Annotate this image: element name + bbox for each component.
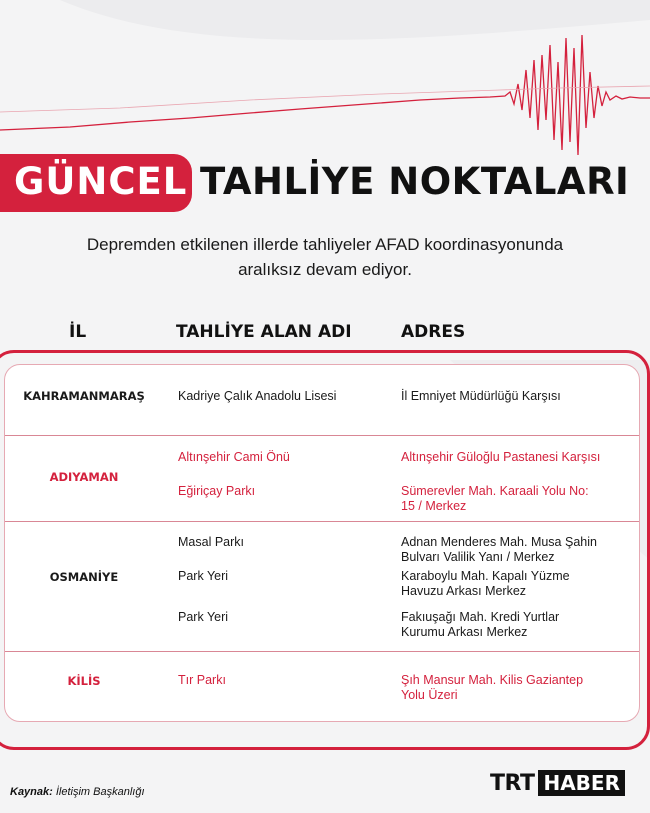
row-separator — [5, 521, 639, 522]
site-address-line: Havuzu Arkası Merkez — [401, 584, 527, 598]
site-name: Park Yeri — [178, 610, 229, 624]
site-name: Eğiriçay Parkı — [178, 484, 256, 498]
subtitle-line-1: Depremden etkilenen illerde tahliyeler AFAD koordinasyonunda — [86, 235, 564, 254]
site-name: Altınşehir Cami Önü — [178, 450, 290, 464]
logo-haber-text: HABER — [538, 770, 625, 796]
site-address-line: Kurumu Arkası Merkez — [401, 625, 528, 639]
subtitle-line-2: aralıksız devam ediyor. — [238, 260, 412, 279]
site-address-line: Yolu Üzeri — [401, 688, 458, 702]
site-address — [401, 569, 570, 599]
source-label: Kaynak: — [10, 786, 53, 798]
site-name: Kadriye Çalık Anadolu Lisesi — [178, 389, 337, 403]
site-address-line: Şıh Mansur Mah. Kilis Gaziantep — [401, 673, 584, 687]
site-address-line: Bulvarı Valilik Yanı / Merkez — [401, 550, 555, 564]
site-address — [401, 450, 600, 465]
table-headers — [0, 322, 650, 346]
row-separator — [5, 435, 639, 436]
site-address-line: 15 / Merkez — [401, 499, 467, 513]
site-address — [401, 484, 589, 514]
site-address-line: Sümerevler Mah. Karaali Yolu No: — [401, 484, 589, 498]
trt-haber-logo — [490, 770, 625, 796]
title-badge-text: GÜNCEL — [14, 160, 188, 203]
logo-trt-text: TRT — [490, 770, 535, 796]
title-row — [0, 154, 650, 212]
row-separator — [5, 651, 639, 652]
site-name: Masal Parkı — [178, 535, 244, 549]
province-adiyaman: ADIYAMAN — [49, 470, 119, 484]
site-address — [401, 389, 561, 404]
province-kahramanmaras: KAHRAMANMARAŞ — [23, 389, 145, 403]
site-address-line: Karaboylu Mah. Kapalı Yüzme — [401, 569, 570, 583]
page-title: TAHLİYE NOKTALARI — [200, 160, 630, 203]
header-address: ADRES — [401, 322, 466, 342]
source-value: İletişim Başkanlığı — [55, 786, 145, 798]
site-address-line: Fakıuşağı Mah. Kredi Yurtlar — [401, 610, 560, 624]
site-address-line: Adnan Menderes Mah. Musa Şahin — [401, 535, 597, 549]
province-kilis: KİLİS — [67, 674, 101, 688]
title-badge — [0, 154, 192, 212]
header-site: TAHLİYE ALAN ADI — [176, 322, 352, 342]
subtitle — [20, 232, 630, 282]
site-address-line: İl Emniyet Müdürlüğü Karşısı — [401, 389, 561, 403]
site-name: Park Yeri — [178, 569, 229, 583]
seismograph-line — [0, 0, 650, 170]
site-name: Tır Parkı — [178, 673, 226, 687]
province-osmaniye: OSMANİYE — [49, 570, 119, 584]
site-address-line: Altınşehir Güloğlu Pastanesi Karşısı — [401, 450, 601, 464]
site-address — [401, 673, 583, 703]
source-credit — [10, 786, 145, 798]
header-province: İL — [69, 322, 87, 342]
site-address — [401, 610, 559, 640]
site-address — [401, 535, 597, 565]
